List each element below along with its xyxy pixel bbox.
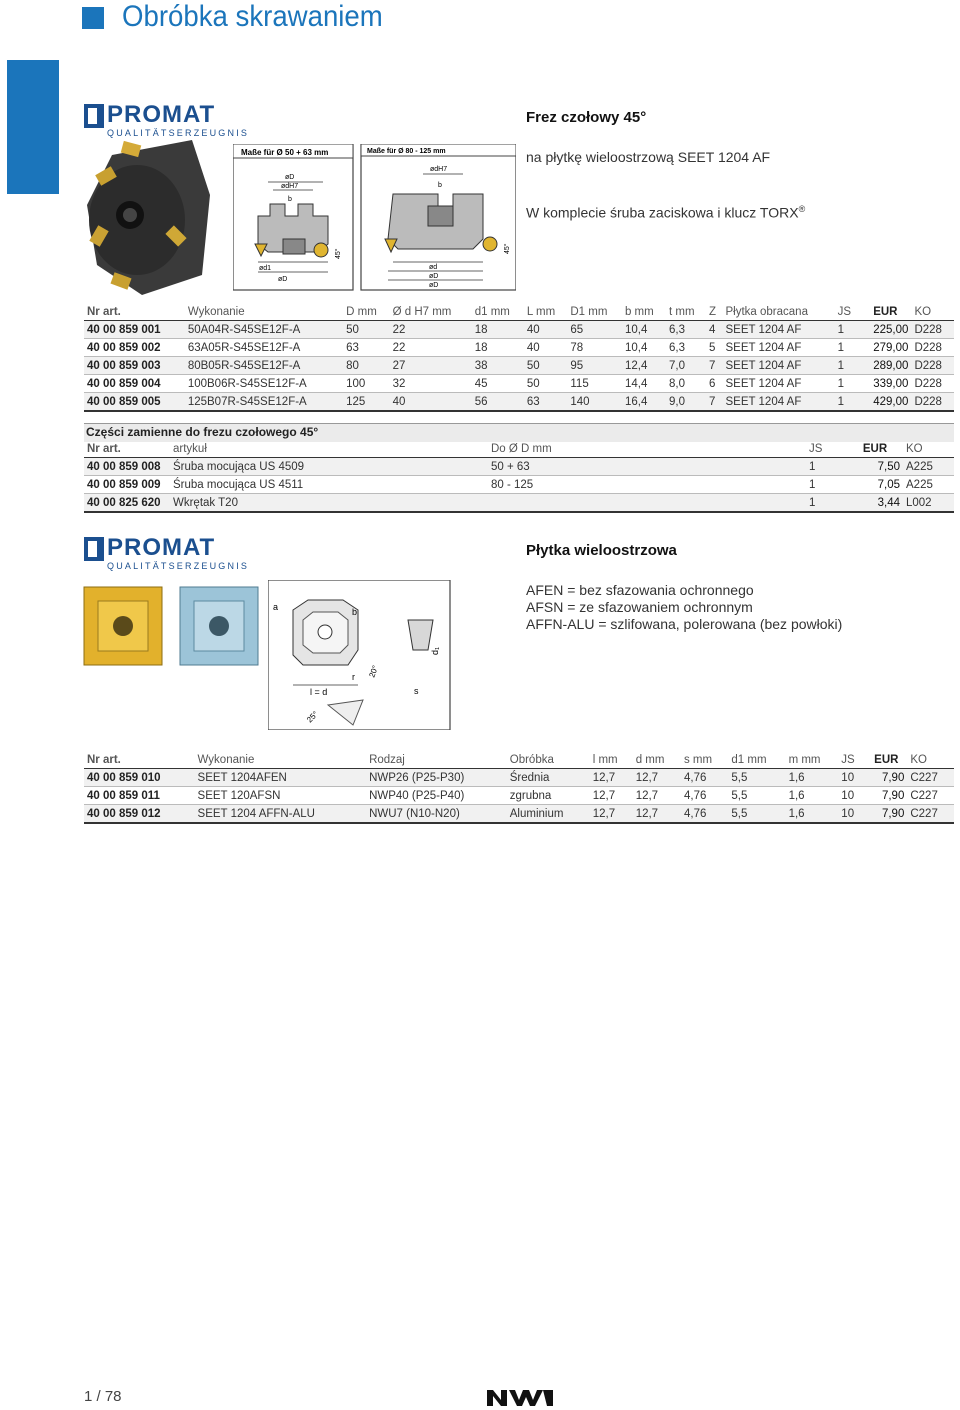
col-header: Nr art. — [84, 440, 170, 458]
cell: 1 — [835, 375, 860, 393]
col-header: EUR — [859, 303, 911, 321]
cell: 6,3 — [666, 339, 706, 357]
cell: 12,7 — [633, 787, 681, 805]
cell: C227 — [907, 769, 954, 787]
promat-logo — [84, 101, 250, 138]
cell: 100B06R-S45SE12F-A — [185, 375, 343, 393]
large-drawing-caption: Maße für Ø 80 - 125 mm — [367, 148, 446, 155]
col-header: KO — [903, 440, 954, 458]
col-header: JS — [838, 751, 865, 769]
cell: SEET 1204 AF — [723, 339, 835, 357]
cell: 5,5 — [728, 787, 785, 805]
cell: 40 00 859 012 — [84, 805, 195, 824]
cell: 4 — [706, 321, 723, 339]
insert-table — [84, 751, 954, 824]
cell: 7 — [706, 357, 723, 375]
cell: 27 — [390, 357, 472, 375]
price-cell: 339,00 — [859, 375, 911, 393]
cutter-desc-1: na płytkę wieloostrzową SEET 1204 AF — [526, 149, 771, 165]
cell: 40 00 859 004 — [84, 375, 185, 393]
table-row — [84, 769, 954, 787]
cell: 18 — [472, 339, 524, 357]
col-header: d1 mm — [472, 303, 524, 321]
cell: SEET 120AFSN — [195, 787, 367, 805]
cell: 1 — [806, 476, 847, 494]
promat-logo-2 — [84, 534, 250, 571]
col-header: Obróbka — [507, 751, 590, 769]
svg-text:45°: 45° — [335, 248, 342, 259]
cell: 50 — [524, 375, 568, 393]
cutter-table — [84, 303, 954, 412]
cell: Średnia — [507, 769, 590, 787]
table-header-row — [84, 303, 954, 321]
col-header: t mm — [666, 303, 706, 321]
table-row — [84, 357, 954, 375]
table-row — [84, 476, 954, 494]
cell — [488, 494, 806, 513]
col-header: Z — [706, 303, 723, 321]
cell: 16,4 — [622, 393, 666, 412]
svg-text:øD: øD — [429, 282, 439, 289]
cell: SEET 1204AFEN — [195, 769, 367, 787]
cell: C227 — [907, 805, 954, 824]
cell: 4,76 — [681, 769, 728, 787]
table-row — [84, 339, 954, 357]
cell: D228 — [911, 375, 954, 393]
cell: 22 — [390, 321, 472, 339]
logo-mark — [84, 104, 104, 128]
col-header: Wykonanie — [195, 751, 367, 769]
cell: 1,6 — [786, 769, 839, 787]
table-row — [84, 787, 954, 805]
col-header: Rodzaj — [366, 751, 507, 769]
price-cell: 7,90 — [865, 787, 907, 805]
col-header: s mm — [681, 751, 728, 769]
cell: 40 00 859 005 — [84, 393, 185, 412]
price-cell: 7,90 — [865, 805, 907, 824]
cell: 1 — [806, 494, 847, 513]
col-header: b mm — [622, 303, 666, 321]
table-row — [84, 458, 954, 476]
nw-logo — [487, 1388, 553, 1408]
svg-text:b: b — [352, 607, 358, 617]
cell: 14,4 — [622, 375, 666, 393]
cell: zgrubna — [507, 787, 590, 805]
cell: 6,3 — [666, 321, 706, 339]
table-header-row — [84, 751, 954, 769]
col-header: KO — [911, 303, 954, 321]
svg-text:ødH7: ødH7 — [430, 166, 448, 173]
cell: 80 - 125 — [488, 476, 806, 494]
cell: NWP40 (P25-P40) — [366, 787, 507, 805]
cell: 40 — [524, 321, 568, 339]
cell: 125 — [343, 393, 389, 412]
cell: 63 — [524, 393, 568, 412]
page-number: 1 / 78 — [84, 1388, 122, 1405]
spare-parts-title: Części zamienne do frezu czołowego 45° — [84, 423, 954, 442]
price-cell: 289,00 — [859, 357, 911, 375]
insert-images — [82, 585, 262, 670]
col-header: D mm — [343, 303, 389, 321]
table-row — [84, 393, 954, 412]
cell: 80 — [343, 357, 389, 375]
col-header: Nr art. — [84, 303, 185, 321]
cell: 9,0 — [666, 393, 706, 412]
svg-text:d₁: d₁ — [430, 646, 440, 655]
cell: 10 — [838, 805, 865, 824]
svg-text:ød1: ød1 — [259, 265, 272, 272]
cell: 4,76 — [681, 787, 728, 805]
col-header: l mm — [590, 751, 633, 769]
cutter-desc-2: W komplecie śruba zaciskowa i klucz TORX® — [526, 204, 806, 221]
logo-subtitle: QUALITÄTSERZEUGNIS — [107, 561, 250, 571]
cell: 7 — [706, 393, 723, 412]
cell: 40 00 825 620 — [84, 494, 170, 513]
price-cell: 7,90 — [865, 769, 907, 787]
small-drawing-caption: Maße für Ø 50 + 63 mm — [241, 148, 329, 157]
col-header: d mm — [633, 751, 681, 769]
cell: 1 — [835, 339, 860, 357]
svg-text:s: s — [414, 686, 419, 696]
spare-parts-table — [84, 440, 954, 513]
price-cell: 3,44 — [847, 494, 903, 513]
cell: D228 — [911, 339, 954, 357]
cell: Aluminium — [507, 805, 590, 824]
cell: 32 — [390, 375, 472, 393]
milling-cutter-image — [82, 135, 222, 300]
page-title: Obróbka skrawaniem — [122, 0, 383, 33]
cell: 40 00 859 010 — [84, 769, 195, 787]
col-header: Nr art. — [84, 751, 195, 769]
svg-text:45°: 45° — [504, 243, 511, 254]
svg-text:ød: ød — [429, 264, 438, 271]
col-header: JS — [806, 440, 847, 458]
cell: 10,4 — [622, 339, 666, 357]
cell: Wkrętak T20 — [170, 494, 488, 513]
logo-subtitle: QUALITÄTSERZEUGNIS — [107, 128, 250, 138]
svg-text:25°: 25° — [305, 709, 320, 725]
cell: 6 — [706, 375, 723, 393]
logo-brand: PROMAT — [107, 534, 216, 561]
cell: 7,0 — [666, 357, 706, 375]
cell: 1 — [806, 458, 847, 476]
cutter-heading: Frez czołowy 45° — [526, 109, 647, 126]
cell: 5,5 — [728, 769, 785, 787]
price-cell: 225,00 — [859, 321, 911, 339]
cell: A225 — [903, 476, 954, 494]
col-header: EUR — [847, 440, 903, 458]
cell: 78 — [567, 339, 622, 357]
cell: 22 — [390, 339, 472, 357]
cell: 10,4 — [622, 321, 666, 339]
side-tab — [7, 60, 59, 194]
cell: D228 — [911, 393, 954, 412]
col-header: EUR — [865, 751, 907, 769]
col-header: L mm — [524, 303, 568, 321]
cell: 10 — [838, 769, 865, 787]
cell: 12,7 — [633, 805, 681, 824]
cell: Śruba mocująca US 4511 — [170, 476, 488, 494]
cell: D228 — [911, 357, 954, 375]
cell: NWP26 (P25-P30) — [366, 769, 507, 787]
cell: 40 — [524, 339, 568, 357]
cell: 12,4 — [622, 357, 666, 375]
insert-heading: Płytka wieloostrzowa — [526, 542, 677, 559]
cutter-dimension-drawings — [233, 144, 516, 292]
cell: Śruba mocująca US 4509 — [170, 458, 488, 476]
cell: 125B07R-S45SE12F-A — [185, 393, 343, 412]
cell: 50 + 63 — [488, 458, 806, 476]
cell: 1 — [835, 393, 860, 412]
svg-text:20°: 20° — [367, 664, 381, 679]
col-header: D1 mm — [567, 303, 622, 321]
cell: 80B05R-S45SE12F-A — [185, 357, 343, 375]
svg-text:ødH7: ødH7 — [281, 183, 299, 190]
title-marker — [82, 7, 104, 29]
cell: 40 00 859 002 — [84, 339, 185, 357]
table-row — [84, 494, 954, 513]
cell: 45 — [472, 375, 524, 393]
insert-desc-2: AFSN = ze sfazowaniem ochronnym — [526, 599, 753, 615]
cell: 63A05R-S45SE12F-A — [185, 339, 343, 357]
cell: 5 — [706, 339, 723, 357]
table-header-row — [84, 440, 954, 458]
cell: 56 — [472, 393, 524, 412]
cell: 8,0 — [666, 375, 706, 393]
cell: 115 — [567, 375, 622, 393]
svg-text:øD: øD — [429, 273, 439, 280]
col-header: m mm — [786, 751, 839, 769]
svg-text:b: b — [288, 196, 292, 203]
cell: C227 — [907, 787, 954, 805]
cell: 12,7 — [633, 769, 681, 787]
cell: 5,5 — [728, 805, 785, 824]
col-header: d1 mm — [728, 751, 785, 769]
cell: 12,7 — [590, 805, 633, 824]
col-header: Do Ø D mm — [488, 440, 806, 458]
svg-text:l = d: l = d — [310, 687, 328, 697]
svg-text:r: r — [352, 672, 355, 682]
cell: 40 00 859 009 — [84, 476, 170, 494]
col-header: Płytka obracana — [723, 303, 835, 321]
svg-text:a: a — [273, 602, 279, 612]
cell: 40 — [390, 393, 472, 412]
cell: 50A04R-S45SE12F-A — [185, 321, 343, 339]
cell: 1,6 — [786, 787, 839, 805]
cell: 12,7 — [590, 769, 633, 787]
cell: 1 — [835, 321, 860, 339]
price-cell: 429,00 — [859, 393, 911, 412]
cell: 50 — [524, 357, 568, 375]
cell: NWU7 (N10-N20) — [366, 805, 507, 824]
cell: SEET 1204 AF — [723, 375, 835, 393]
logo-mark — [84, 537, 104, 561]
table-row — [84, 805, 954, 824]
cell: 100 — [343, 375, 389, 393]
insert-desc-1: AFEN = bez sfazowania ochronnego — [526, 582, 754, 598]
cell: SEET 1204 AFFN-ALU — [195, 805, 367, 824]
cell: 140 — [567, 393, 622, 412]
cell: 40 00 859 003 — [84, 357, 185, 375]
cell: A225 — [903, 458, 954, 476]
svg-text:b: b — [438, 182, 442, 189]
cell: 40 00 859 008 — [84, 458, 170, 476]
cell: 40 00 859 001 — [84, 321, 185, 339]
col-header: KO — [907, 751, 954, 769]
cell: 40 00 859 011 — [84, 787, 195, 805]
cell: 63 — [343, 339, 389, 357]
price-cell: 7,50 — [847, 458, 903, 476]
insert-dimension-drawing — [268, 580, 458, 730]
cell: 65 — [567, 321, 622, 339]
table-row — [84, 321, 954, 339]
cell: SEET 1204 AF — [723, 357, 835, 375]
table-row — [84, 375, 954, 393]
cell: SEET 1204 AF — [723, 321, 835, 339]
price-cell: 7,05 — [847, 476, 903, 494]
svg-text:øD: øD — [278, 276, 288, 283]
col-header: artykuł — [170, 440, 488, 458]
cell: 38 — [472, 357, 524, 375]
cell: SEET 1204 AF — [723, 393, 835, 412]
col-header: Wykonanie — [185, 303, 343, 321]
cell: 12,7 — [590, 787, 633, 805]
price-cell: 279,00 — [859, 339, 911, 357]
cell: 4,76 — [681, 805, 728, 824]
cell: L002 — [903, 494, 954, 513]
col-header: JS — [835, 303, 860, 321]
insert-desc-3: AFFN-ALU = szlifowana, polerowana (bez powłoki) — [526, 616, 843, 632]
cell: 50 — [343, 321, 389, 339]
cell: 1 — [835, 357, 860, 375]
cell: D228 — [911, 321, 954, 339]
cell: 10 — [838, 787, 865, 805]
cell: 95 — [567, 357, 622, 375]
cell: 18 — [472, 321, 524, 339]
cell: 1,6 — [786, 805, 839, 824]
svg-text:øD: øD — [285, 174, 295, 181]
col-header: Ø d H7 mm — [390, 303, 472, 321]
logo-brand: PROMAT — [107, 101, 216, 128]
